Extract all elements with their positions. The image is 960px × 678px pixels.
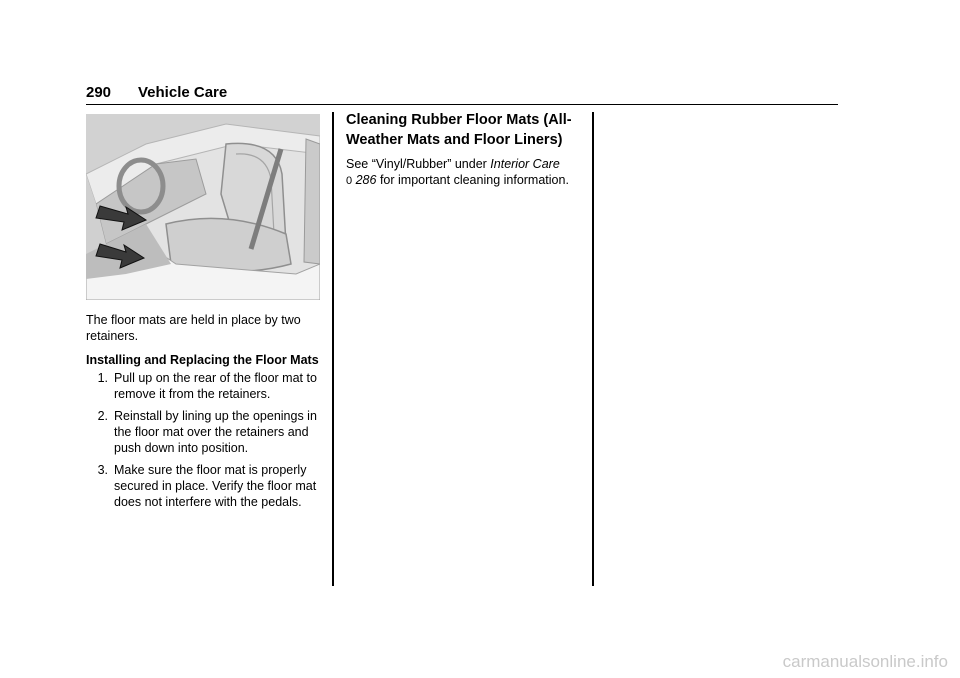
section-title: Vehicle Care	[138, 84, 228, 101]
reference-link[interactable]: Interior Care	[490, 157, 560, 171]
page-reference-number[interactable]: 286	[355, 173, 377, 187]
section-heading: Cleaning Rubber Floor Mats (All-Weather Mats and Floor Liners)	[346, 112, 572, 148]
subheading: Installing and Replacing the Floor Mats	[86, 353, 319, 367]
intro-text: The floor mats are held in place by two retainers.	[86, 313, 301, 343]
page-number: 290	[86, 84, 112, 101]
list-item: 3. Make sure the floor mat is properly secured in place. Verify the floor mat does not interfere with the pedals.	[97, 463, 317, 509]
car-interior-floor-mat-illustration	[86, 114, 320, 300]
page-reference-icon: 0	[346, 175, 353, 187]
cross-reference-text: See “Vinyl/Rubber” under Interior Care 0 286 for important cleaning information.	[346, 157, 569, 187]
list-item: 1. Pull up on the rear of the floor mat to remove it from the retainers.	[97, 371, 317, 401]
right-column	[346, 110, 582, 197]
page-header	[86, 84, 838, 105]
floor-mat-illustration	[86, 114, 320, 300]
watermark: carmanualsonline.info	[782, 652, 948, 671]
column-divider	[332, 112, 334, 586]
left-column	[86, 312, 326, 516]
steps-list	[86, 370, 326, 510]
list-item: 2. Reinstall by lining up the openings in the floor mat over the retainers and push down into position.	[97, 409, 317, 455]
column-divider	[592, 112, 594, 586]
